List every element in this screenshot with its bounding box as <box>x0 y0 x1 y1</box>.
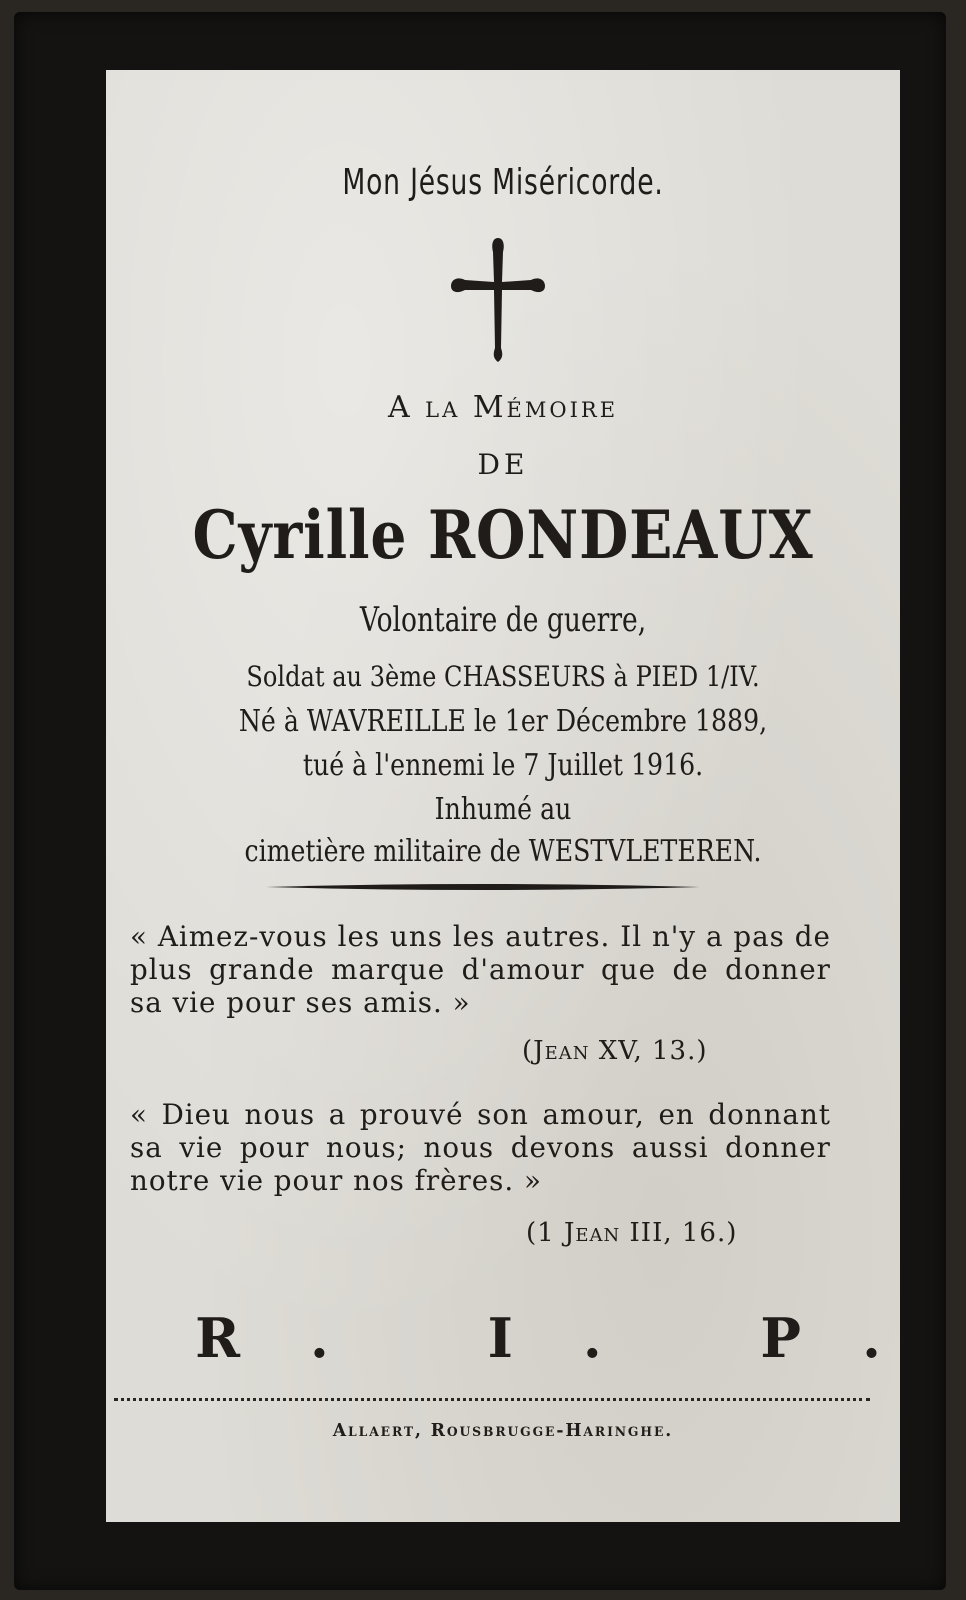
rip-inscription: R. I. P. <box>195 1306 951 1370</box>
invocation: Mon Jésus Miséricorde. <box>342 162 664 203</box>
death-line: tué à l'ennemi le 7 Juillet 1916. <box>302 748 704 783</box>
cemetery-line: cimetière militaire de WESTVLETEREN. <box>244 834 762 869</box>
regiment: Soldat au 3ème CHASSEURS à PIED 1/IV. <box>246 660 760 693</box>
burial-line: Inhumé au <box>434 792 572 827</box>
quote-1-reference: (Jean XV, 13.) <box>522 1036 708 1066</box>
ornamental-rule <box>266 882 700 892</box>
card-paper <box>106 70 951 1522</box>
quote-2-reference: (1 Jean III, 16.) <box>526 1218 738 1248</box>
deceased-name: Cyrille RONDEAUX <box>192 496 814 574</box>
printer-imprint: Allaert, Rousbrugge-Haringhe. <box>332 1420 674 1441</box>
dedication: A la Mémoire <box>387 390 619 425</box>
birth-line: Né à WAVREILLE le 1er Décembre 1889, <box>238 704 768 739</box>
cross-icon <box>443 230 553 365</box>
memorial-card <box>14 12 951 1590</box>
rank: Volontaire de guerre, <box>359 600 647 640</box>
dotted-divider <box>114 1398 870 1401</box>
quote-1: « Aimez-vous les uns les autres. Il n'y a pas de plus grande marque d'amour que de donner sa vie pour ses amis. » <box>130 920 831 1019</box>
dedication-de: DE <box>477 448 529 481</box>
quote-2: « Dieu nous a prouvé son amour, en donnant sa vie pour nous; nous devons aussi donner notre vie pour nos frères. » <box>130 1098 831 1197</box>
